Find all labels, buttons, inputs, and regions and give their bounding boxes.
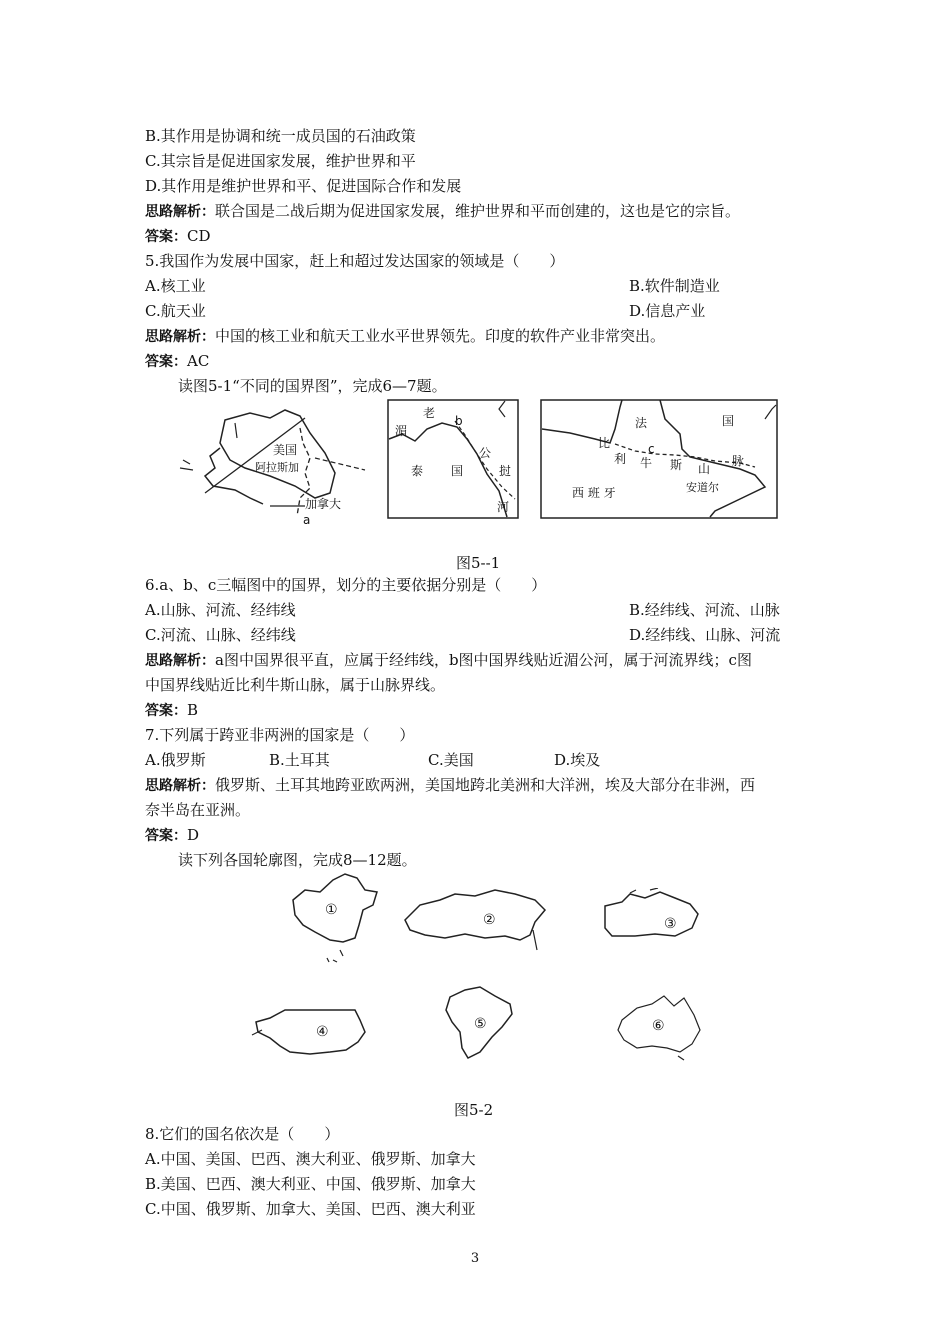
map-c-niu: 牛	[640, 456, 653, 470]
outline-label-6: ⑥	[652, 1018, 665, 1034]
outline-label-4: ④	[316, 1024, 329, 1040]
map-c-mai: 脉	[732, 454, 745, 468]
q4-option-d: D.其作用是维护世界和平、促进国际合作和发展	[145, 177, 462, 195]
figure1-intro: 读图5-1“不同的国界图”，完成6—7题。	[178, 377, 447, 395]
q6-analysis-line2: 中国界线贴近比利牛斯山脉，属于山脉界线。	[145, 676, 446, 694]
q7-analysis-line2: 奈半岛在亚洲。	[145, 801, 251, 819]
q5-answer: 答案：AC	[145, 352, 210, 370]
q4-analysis: 思路解析：联合国是二战后期为促进国家发展，维护世界和平而创建的，这也是它的宗旨。	[145, 202, 741, 220]
map-a-label-canada: 加拿大	[305, 497, 342, 511]
map-b-thai-1: 泰	[411, 464, 424, 478]
q4-answer: 答案：CD	[145, 227, 211, 245]
map-c-france-spain	[540, 399, 778, 519]
q7-options: A.俄罗斯 B.土耳其 C.美国 D.埃及	[145, 751, 601, 769]
q5-stem: 5.我国作为发展中国家，赶上和超过发达国家的领域是（ ）	[145, 252, 565, 270]
q8-option-c: C.中国、俄罗斯、加拿大、美国、巴西、澳大利亚	[145, 1200, 476, 1218]
figure2-intro: 读下列各国轮廓图，完成8—12题。	[178, 851, 417, 869]
outline-label-1: ①	[325, 902, 338, 918]
q6-options-row2: C.河流、山脉、经纬线 D.经纬线、山脉、河流	[145, 626, 781, 644]
map-b-letter: b	[455, 414, 463, 428]
map-a-label-us: 美国	[273, 443, 298, 457]
q8-stem: 8.它们的国名依次是（ ）	[145, 1125, 340, 1143]
map-b-lao-2: 挝	[499, 464, 512, 478]
outline-label-5: ⑤	[474, 1016, 487, 1032]
figure1-caption: 图5--1	[456, 554, 501, 572]
outline-label-2: ②	[483, 912, 496, 928]
map-a-alaska	[175, 398, 370, 528]
figure2-caption: 图5-2	[454, 1101, 494, 1119]
map-b-thailand-laos	[387, 399, 519, 519]
map-c-li: 利	[614, 452, 627, 466]
q5-analysis: 思路解析：中国的核工业和航天工业水平世界领先。印度的软件产业非常突出。	[145, 327, 666, 345]
map-c-guo: 国	[722, 414, 735, 428]
map-b-mekong-2: 公	[479, 446, 492, 460]
map-b-mekong-1: 湄	[395, 424, 408, 438]
map-c-andorra: 安道尔	[686, 481, 719, 494]
outline-brazil	[440, 982, 520, 1062]
map-c-bi: 比	[598, 436, 611, 450]
q5-options-row2: C.航天业 D.信息产业	[145, 302, 706, 320]
q7-analysis-line1: 思路解析：俄罗斯、土耳其地跨亚欧两洲，美国地跨北美洲和大洋洲，埃及大部分在非洲，西	[145, 776, 756, 794]
map-c-letter: c	[648, 442, 655, 456]
map-c-shan: 山	[698, 462, 711, 476]
map-c-si: 斯	[670, 458, 683, 472]
q4-option-b: B.其作用是协调和统一成员国的石油政策	[145, 127, 416, 145]
outline-canada	[600, 888, 705, 948]
map-b-mekong-3: 河	[497, 500, 510, 514]
page-number: 3	[470, 1251, 480, 1266]
q5-options-row1: A.核工业 B.软件制造业	[145, 277, 720, 295]
q6-analysis-line1: 思路解析：a图中国界很平直，应属于经纬线，b图中国界线贴近湄公河，属于河流界线；c图	[145, 651, 752, 669]
q6-stem: 6.a、b、c三幅图中的国界，划分的主要依据分别是（ ）	[145, 576, 547, 594]
q6-options-row1: A.山脉、河流、经纬线 B.经纬线、河流、山脉	[145, 601, 780, 619]
map-a-label-alaska: 阿拉斯加	[255, 461, 299, 474]
q4-option-c: C.其宗旨是促进国家发展，维护世界和平	[145, 152, 416, 170]
outline-russia	[395, 880, 555, 960]
map-c-fa: 法	[635, 416, 648, 430]
outline-china	[285, 870, 385, 965]
q7-stem: 7.下列属于跨亚非两洲的国家是（ ）	[145, 726, 415, 744]
q8-option-a: A.中国、美国、巴西、澳大利亚、俄罗斯、加拿大	[145, 1150, 476, 1168]
outline-australia	[612, 990, 707, 1065]
map-b-thai-2: 国	[451, 464, 464, 478]
map-b-lao-1: 老	[423, 406, 436, 420]
map-a-letter: a	[303, 513, 311, 527]
outline-label-3: ③	[664, 916, 677, 932]
map-c-spain: 西 班 牙	[572, 486, 616, 500]
q7-answer: 答案：D	[145, 826, 200, 844]
outline-usa	[250, 1000, 370, 1070]
q8-option-b: B.美国、巴西、澳大利亚、中国、俄罗斯、加拿大	[145, 1175, 476, 1193]
q6-answer: 答案：B	[145, 701, 199, 719]
